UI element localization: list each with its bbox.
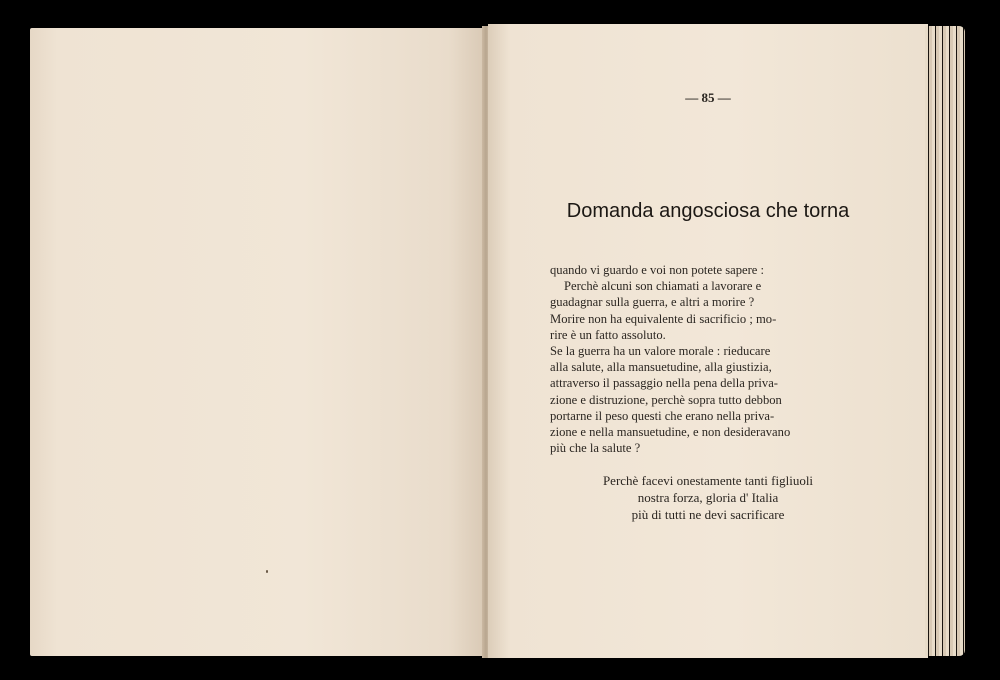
text-line: quando vi guardo e voi non potete sapere : [550,263,765,277]
text-line: più che la salute ? [550,441,641,456]
text-line: Morire non ha equivalente di sacrificio ; mo- [550,311,777,326]
text-line: guadagnar sulla guerra, e altri a morire ? [550,295,755,310]
paper-speck [266,570,268,573]
verse-line: nostra forza, gloria d' Italia [637,490,779,505]
body-paragraph [550,262,840,456]
right-page [488,24,928,658]
open-book [30,22,965,662]
verse-line: più di tutti ne devi sacrificare [631,507,785,522]
text-line: zione e distruzione, perchè sopra tutto debbon [550,392,782,407]
verse-stanza [488,472,928,523]
page-heading: Domanda angosciosa che torna [566,200,850,222]
text-line: Perchè alcuni son chiamati a lavorare e [564,279,762,294]
text-line: zione e nella mansuetudine, e non desideravano [550,425,791,440]
text-line: portarne il peso questi che erano nella priva- [550,408,775,423]
text-line: Se la guerra ha un valore morale : rieducare [550,344,771,359]
text-line: rire è un fatto assoluto. [550,327,666,342]
left-page [30,28,485,656]
page-edges [925,26,965,656]
text-line: attraverso il passaggio nella pena della priva- [550,376,778,391]
page-number: — 85 — [685,90,731,105]
verse-line: Perchè facevi onestamente tanti figliuoli [602,473,814,488]
text-line: alla salute, alla mansuetudine, alla giustizia, [550,360,772,375]
